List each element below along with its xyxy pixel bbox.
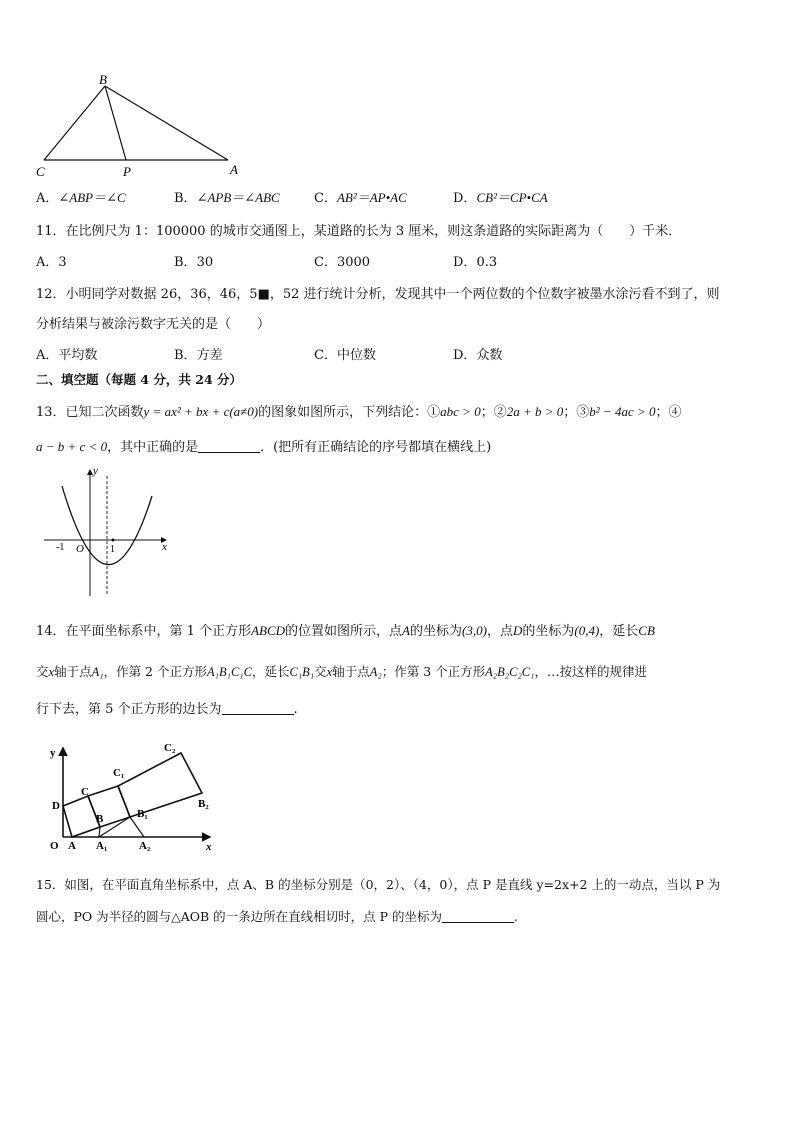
label-b1: B₁ [137,808,148,820]
label-y: y [50,747,56,759]
q14-answer-blank[interactable] [222,701,294,715]
label-a1: A₁ [96,840,108,852]
label-c1: C₁ [113,767,125,779]
y-axis-label: y [93,465,98,477]
q12-option-a: A．平均数 [36,348,98,363]
q15-stem-line1: 15．如图，在平面直角坐标系中，点 A、B 的坐标分别是（0，2）、（4，0），点 P 是直线 y=2x+2 上的一动点，当以 P 为 [36,877,721,892]
q15-stem-line2: 圆心，PO 为半径的圆与△AOB 的一条边所在直线相切时，点 P 的坐标为 . [36,909,519,924]
label-x: x [206,841,212,852]
tick-label-1: 1 [110,544,115,555]
triangle-figure [30,72,250,182]
q13-stem-line2: a − b + c < 0，其中正确的是 ．(把所有正确结论的序号都填在横线上) [36,439,492,455]
label-a2: A₂ [139,840,151,852]
section-heading: 二、填空题（每题 4 分，共 24 分） [36,372,243,387]
q14-stem-line2: 交x轴于点A₁，作第 2 个正方形A₁B₁C₁C，延长C₁B₁交x轴于点A₂；作第 3 个正方形A₂B₂C₂C₁，…按这样的规律进 [36,664,647,679]
parabola-figure [40,462,175,602]
q11-option-d: D．0.3 [453,255,498,270]
label-b2: B₂ [198,798,209,810]
label-c2: C₂ [164,742,176,754]
q12-stem-line1: 12．小明同学对数据 26，36，46，5■，52 进行统计分析，发现其中一个两位数的个位数字被墨水涂污看不到了，则 [36,287,720,302]
q10-option-b-text: ∠APB＝∠ABC [196,190,280,205]
q10-option-c: C．AB²＝AP•AC [314,190,407,206]
square-1 [63,796,100,837]
q11-option-a: A．3 [36,255,67,270]
q11-option-b: B．30 [174,255,214,270]
label-a: A [68,840,76,852]
vertex-label-p: P [123,164,131,179]
square-3 [118,753,202,817]
q12-option-d: D．众数 [453,348,503,363]
extension-line-1 [72,827,100,837]
q12-stem-line2: 分析结果与被涂污数字无关的是（ ） [36,317,271,332]
q15-answer-blank[interactable] [442,909,514,923]
label-c: C [81,786,89,798]
q12-option-c: C．中位数 [314,348,376,363]
q14-stem-line1: 14．在平面坐标系中，第 1 个正方形ABCD的位置如图所示，点A的坐标为(3,0)，点D的坐标为(0,4)，延长CB [36,623,655,639]
q13-answer-blank[interactable] [198,439,260,453]
q10-option-a: A．∠ABP＝∠C [36,190,126,206]
q10-option-a-text: ∠ABP＝∠C [58,190,126,205]
q12-option-b: B．方差 [174,348,223,363]
label-d: D [52,800,60,812]
q11-option-c: C．3000 [314,255,371,270]
vertex-label-b: B [99,72,107,87]
q11-stem: 11．在比例尺为 1：100000 的城市交通图上，某道路的长为 3 厘米，则这条道路的实际距离为（ ）千米． [36,224,682,239]
q13-formula: y = ax² + bx + c(a≠0) [143,404,259,419]
vertex-label-c: C [36,164,45,179]
q10-option-c-text: AB²＝AP•AC [336,190,407,205]
q14-stem-line3: 行下去，第 5 个正方形的边长为 . [36,702,298,717]
q10-option-d: D．CB²＝CP•CA [453,190,548,206]
squares-figure [44,738,230,852]
x-axis-label: x [162,541,167,553]
q13-stem-line1: 13．已知二次函数y = ax² + bx + c(a≠0)的图象如图所示，下列结论：①abc > 0；②2a + b > 0；③b² − 4ac > 0；④ [36,404,682,420]
extension-line-2 [130,817,144,837]
label-o: O [50,840,59,852]
origin-label: O [76,543,84,555]
label-b: B [96,813,104,825]
tick-label-neg1: -1 [56,542,65,553]
vertex-label-a: A [230,162,238,177]
q10-option-b: B．∠APB＝∠ABC [174,190,280,206]
q10-option-d-text: CB²＝CP•CA [476,190,548,205]
